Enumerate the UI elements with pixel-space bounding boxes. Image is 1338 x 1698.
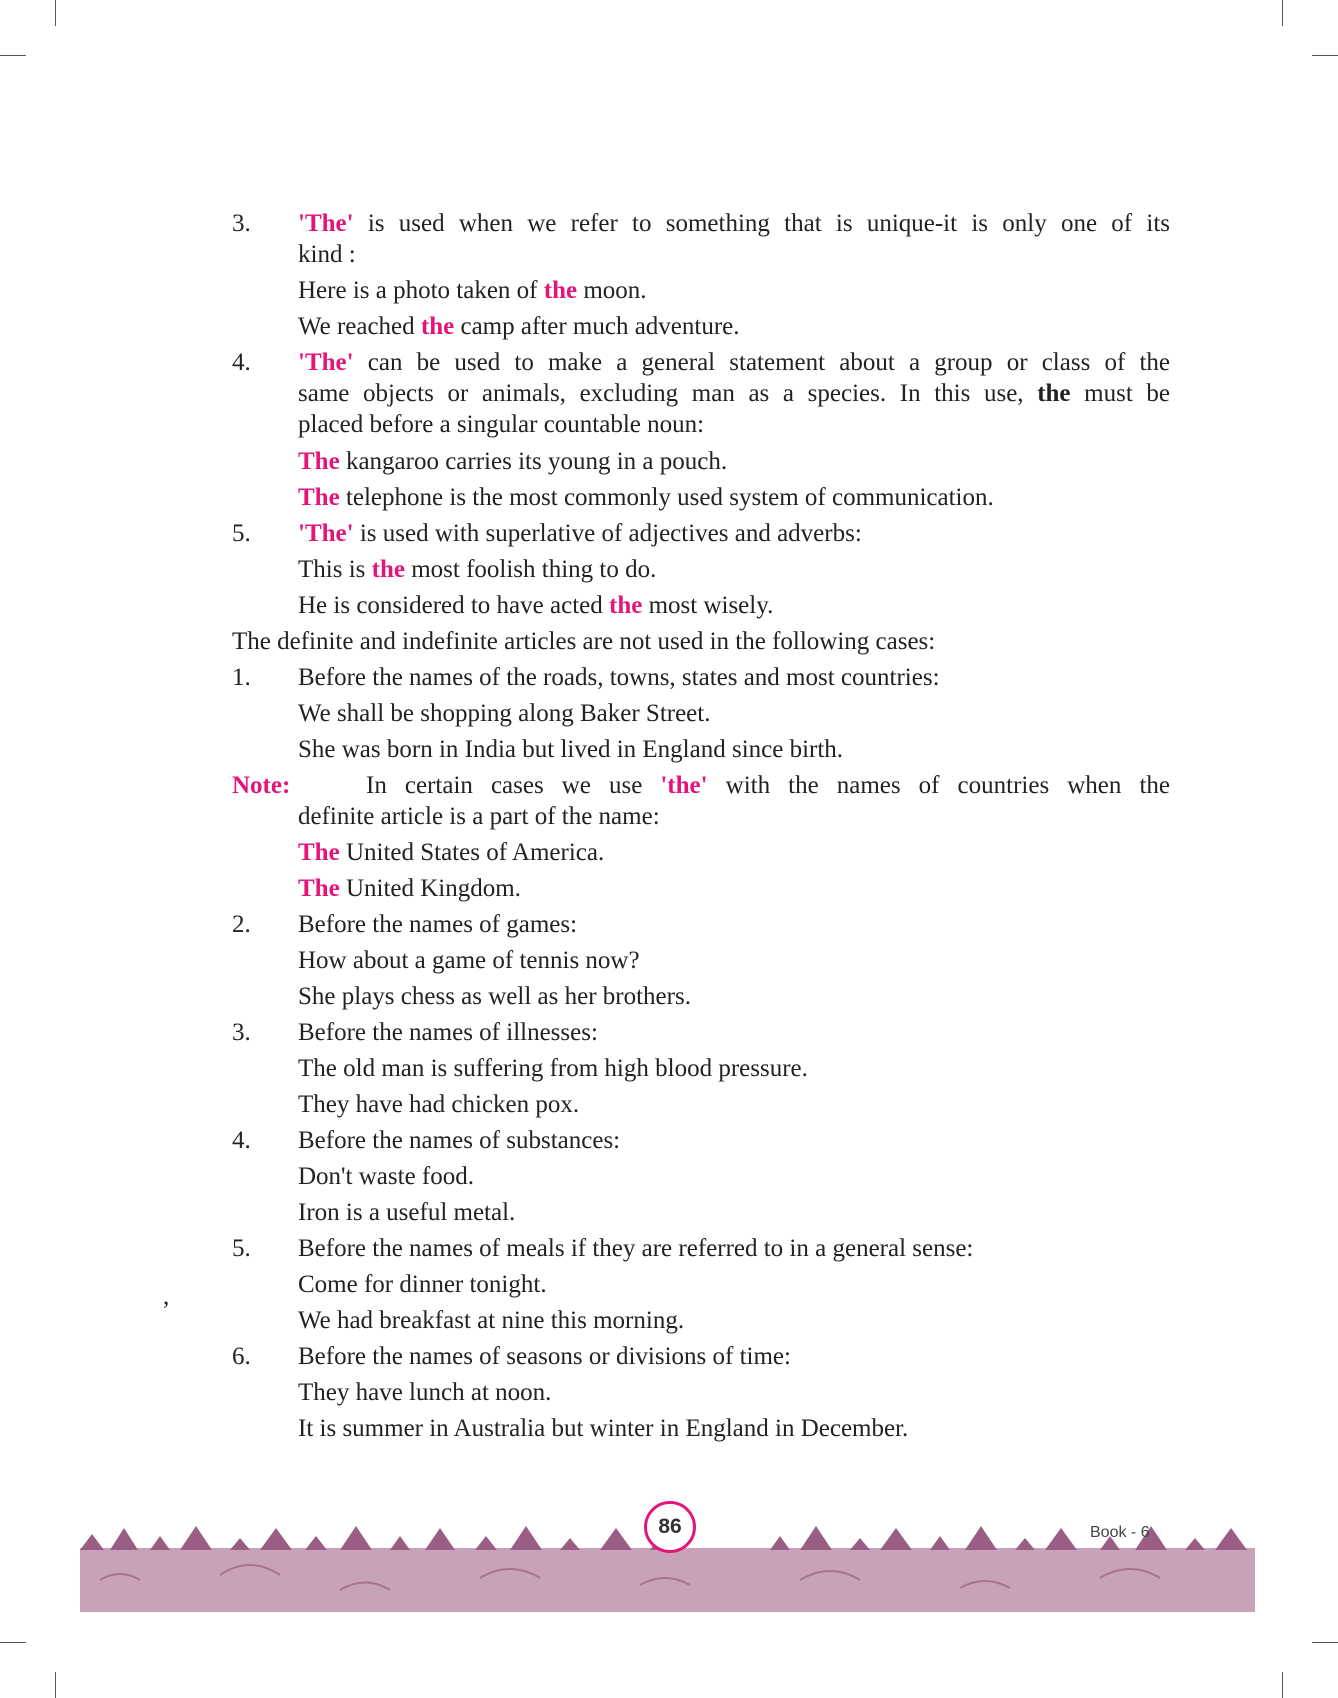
- example-sentence: The United Kingdom.: [298, 875, 521, 902]
- example-sentence: Don't waste food.: [298, 1163, 475, 1190]
- example-sentence: We had breakfast at nine this morning.: [298, 1307, 685, 1334]
- example-sentence: They have had chicken pox.: [298, 1091, 580, 1118]
- crop-mark: [0, 55, 26, 56]
- section-intro: The definite and indefinite articles are not used in the following cases:: [232, 628, 936, 655]
- crop-mark: [0, 1642, 26, 1643]
- example-sentence: Come for dinner tonight.: [298, 1271, 547, 1298]
- crop-mark: [55, 0, 56, 26]
- example-sentence: She plays chess as well as her brothers.: [298, 983, 691, 1010]
- example-sentence: The telephone is the most commonly used system of communication.: [298, 484, 994, 511]
- example-sentence: This is the most foolish thing to do.: [298, 556, 657, 583]
- example-sentence: We shall be shopping along Baker Street.: [298, 700, 711, 727]
- crop-mark: [55, 1672, 56, 1698]
- crop-mark: [1282, 0, 1283, 26]
- example-sentence: She was born in India but lived in England since birth.: [298, 736, 844, 763]
- crop-mark: [1312, 55, 1338, 56]
- example-sentence: The United States of America.: [298, 839, 605, 866]
- example-sentence: The old man is suffering from high blood pressure.: [298, 1055, 808, 1082]
- crop-mark: [1282, 1672, 1283, 1698]
- example-sentence: The kangaroo carries its young in a pouch.: [298, 448, 728, 475]
- example-sentence: He is considered to have acted the most wisely.: [298, 592, 774, 619]
- example-sentence: How about a game of tennis now?: [298, 947, 640, 974]
- crop-mark: [1312, 1642, 1338, 1643]
- example-sentence: It is summer in Australia but winter in England in December.: [298, 1415, 909, 1442]
- example-sentence: We reached the camp after much adventure.: [298, 313, 740, 340]
- page-number-badge: 86: [644, 1501, 696, 1553]
- example-sentence: Here is a photo taken of the moon.: [298, 277, 647, 304]
- book-label: Book - 6: [1090, 1524, 1150, 1541]
- stray-mark: ,: [163, 1283, 170, 1310]
- example-sentence: They have lunch at noon.: [298, 1379, 552, 1406]
- example-sentence: Iron is a useful metal.: [298, 1199, 516, 1226]
